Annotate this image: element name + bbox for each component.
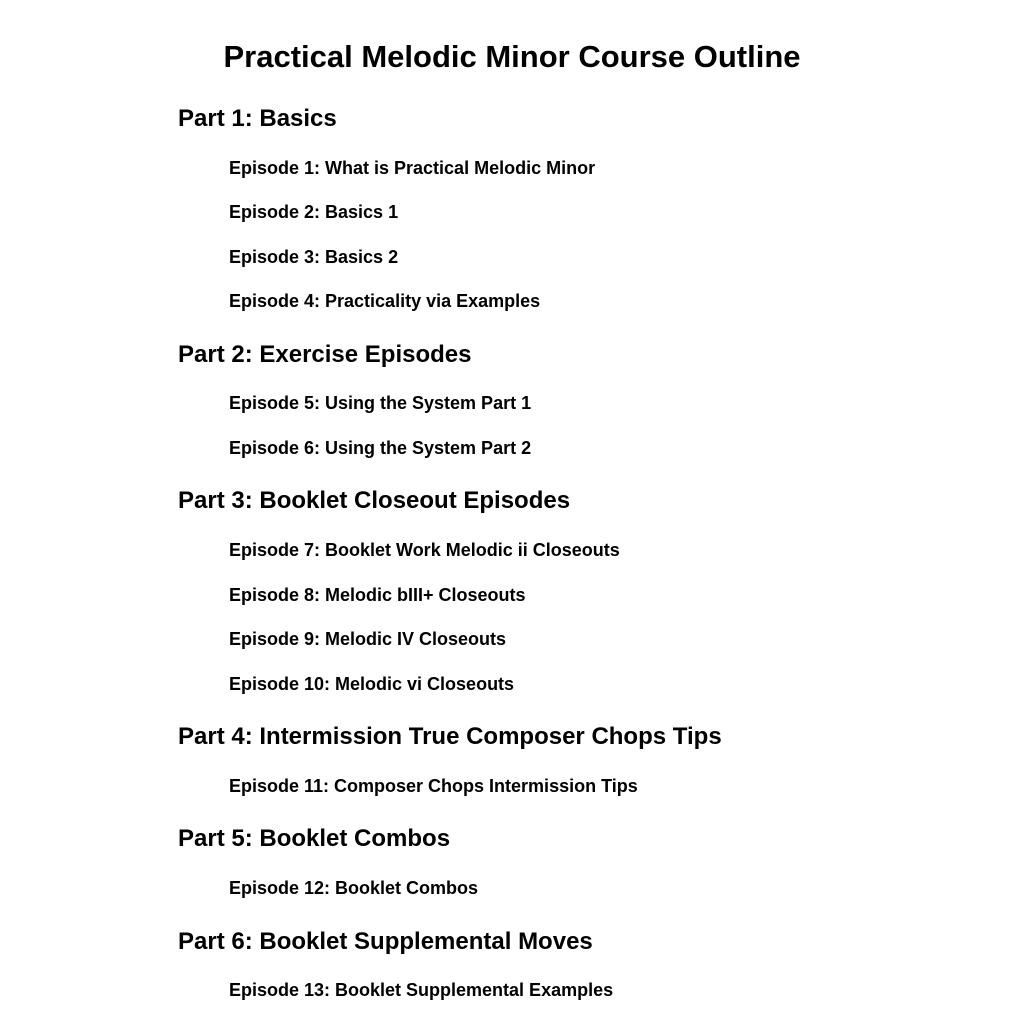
part-heading: Part 6: Booklet Supplemental Moves	[178, 928, 593, 955]
part-heading: Part 1: Basics	[178, 105, 337, 132]
part-heading: Part 5: Booklet Combos	[178, 825, 451, 852]
episode-item: Episode 2: Basics 1	[229, 202, 399, 222]
episode-item: Episode 10: Melodic vi Closeouts	[229, 674, 515, 694]
episode-item: Episode 6: Using the System Part 2	[229, 438, 532, 458]
episode-item: Episode 4: Practicality via Examples	[229, 291, 541, 311]
episode-item: Episode 3: Basics 2	[229, 247, 399, 267]
episode-item: Episode 11: Composer Chops Intermission Tips	[229, 776, 638, 796]
episode-item: Episode 7: Booklet Work Melodic ii Closeouts	[229, 540, 620, 560]
episode-item: Episode 9: Melodic IV Closeouts	[229, 629, 507, 649]
part-heading: Part 2: Exercise Episodes	[178, 341, 472, 368]
episode-item: Episode 1: What is Practical Melodic Minor	[229, 158, 596, 178]
episode-item: Episode 5: Using the System Part 1	[229, 393, 532, 413]
episode-item: Episode 8: Melodic bIII+ Closeouts	[229, 585, 526, 605]
part-heading: Part 4: Intermission True Composer Chops Tips	[178, 723, 722, 750]
page-title: Practical Melodic Minor Course Outline	[223, 39, 801, 74]
episode-item: Episode 13: Booklet Supplemental Examples	[229, 980, 614, 1000]
part-heading: Part 3: Booklet Closeout Episodes	[178, 487, 571, 514]
episode-item: Episode 12: Booklet Combos	[229, 878, 479, 898]
